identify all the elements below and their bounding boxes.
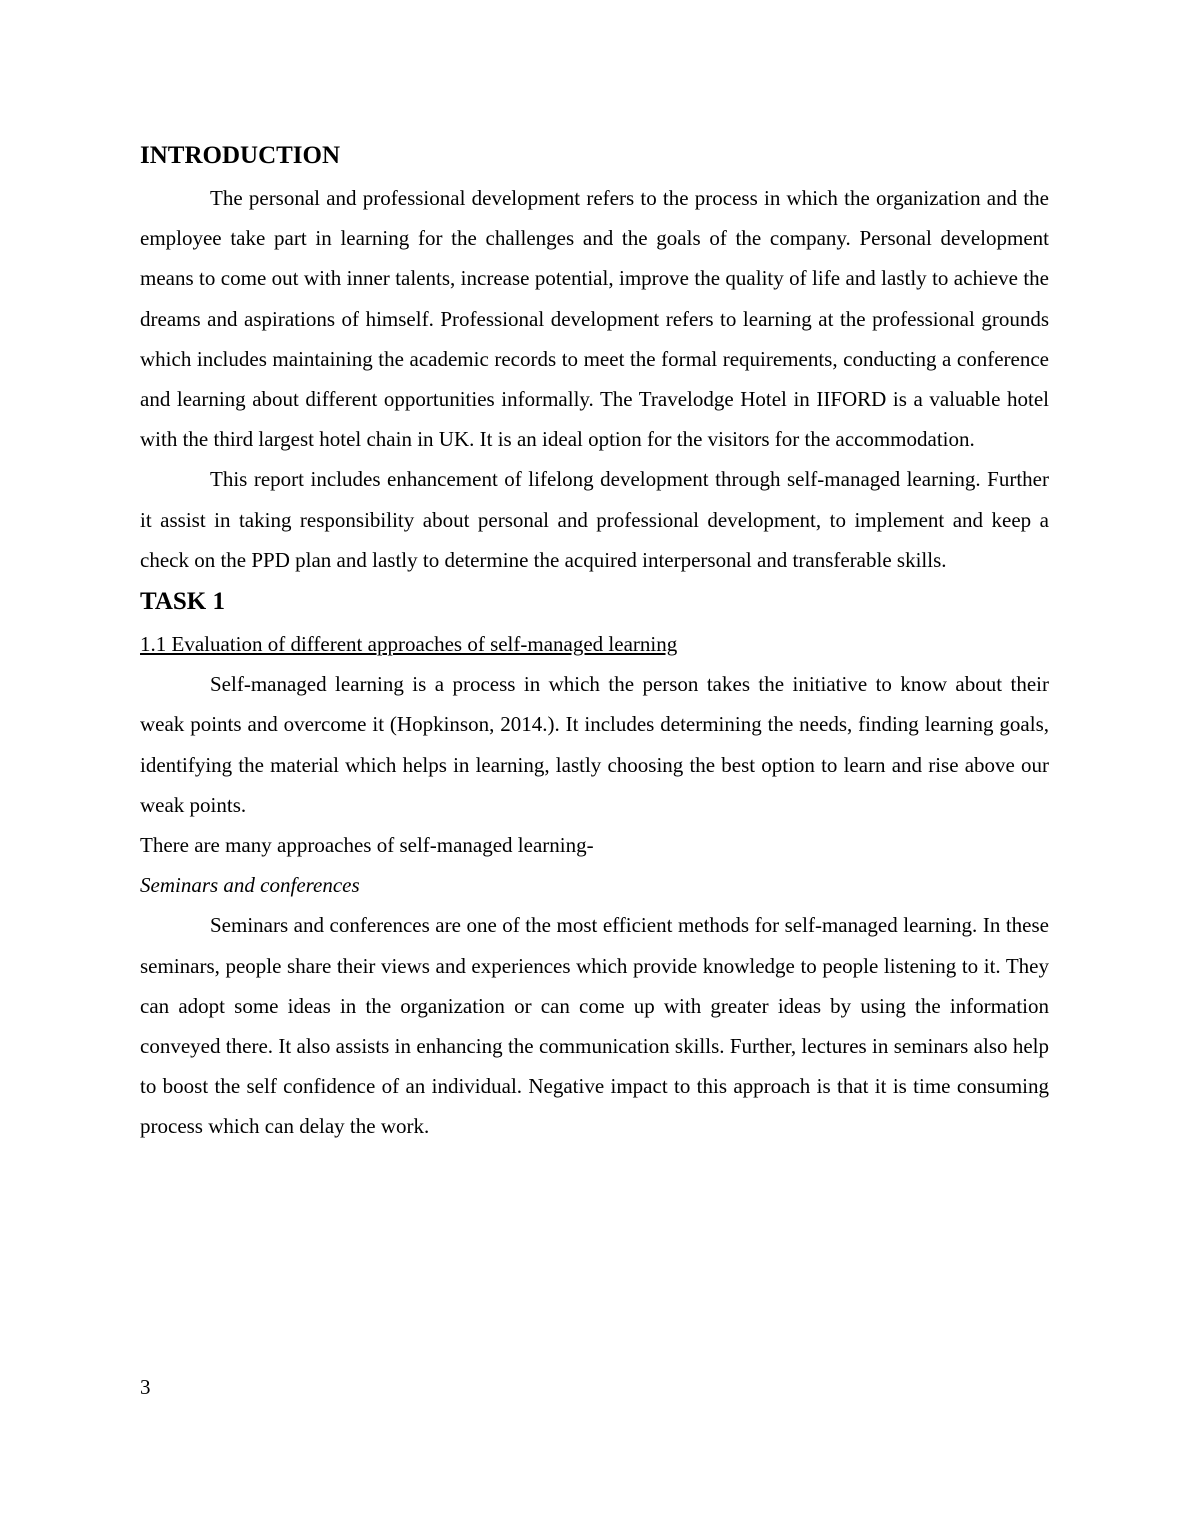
seminars-paragraph: Seminars and conferences are one of the most efficient methods for self-managed learning. In these seminars, people share their views and experiences which provide knowledge to people listening to it. They can adopt some ideas in the organization or can come up with greater ideas by using the information conveyed there. It also assists in enhancing the communication skills. Further, lectures in seminars also help to boost the self confidence of an individual. Negative impact to this approach is that it is time consuming process which can delay the work.	[140, 913, 1049, 1139]
seminars-title: Seminars and conferences	[140, 873, 360, 898]
section-1-1-paragraph: Self-managed learning is a process in which the person takes the initiative to know about their weak points and overcome it (Hopkinson, 2014.). It includes determining the needs, finding learning goals, identifying the material which helps in learning, lastly choosing the best option to learn and rise above our weak points.	[140, 672, 1049, 817]
section-1-1-title: 1.1 Evaluation of different approaches of self-managed learning	[140, 632, 678, 657]
introduction-heading: INTRODUCTION	[140, 142, 341, 169]
intro-paragraph-2: This report includes enhancement of lifelong development through self-managed learning. Further it assist in taking responsibility about personal and professional development, to implement and keep a check on the PPD plan and lastly to determine the acquired interpersonal and transferable skills.	[140, 467, 1049, 572]
document-page	[140, 138, 1049, 1147]
task-1-heading: TASK 1	[140, 588, 225, 616]
page-number: 3	[140, 1375, 151, 1399]
intro-paragraph-1: The personal and professional development refers to the process in which the organization and the employee take part in learning for the challenges and the goals of the company. Personal development means to come out with inner talents, increase potential, improve the quality of life and lastly to achieve the dreams and aspirations of himself. Professional development refers to learning at the professional grounds which includes maintaining the academic records to meet the formal requirements, conducting a conference and learning about different opportunities informally. The Travelodge Hotel in IIFORD is a valuable hotel with the third largest hotel chain in UK. It is an ideal option for the visitors for the accommodation.	[140, 186, 1049, 452]
approaches-intro: There are many approaches of self-managed learning-	[140, 833, 594, 858]
